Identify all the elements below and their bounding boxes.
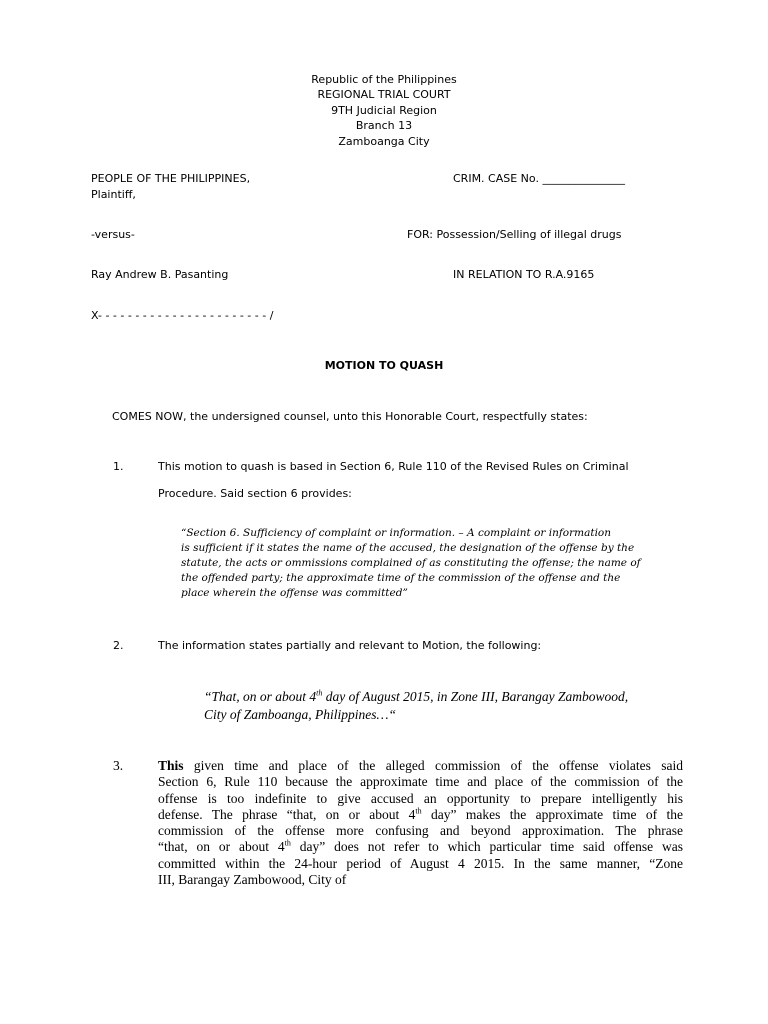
para3-line8: III, Barangay Zambowood, City of [158,872,347,888]
intro-paragraph: COMES NOW, the undersigned counsel, unto this Honorable Court, respectfully states: [112,410,588,423]
case-number-label: CRIM. CASE No. _______________ [453,172,625,185]
para3-line1-text: given time and place of the alleged commission of the offense violates said [183,758,683,773]
header-court: REGIONAL TRIAL COURT [317,88,451,102]
accused-name: Ray Andrew B. Pasanting [91,268,229,281]
para1-number: 1. [113,460,124,473]
relation-label: IN RELATION TO R.A.9165 [453,268,595,281]
para3-body [158,758,683,888]
para3-line4-sup: th [415,806,422,816]
plaintiff-role: Plaintiff, [91,188,136,201]
court-header [0,72,768,149]
plaintiff-name: PEOPLE OF THE PHILIPPINES, [91,172,251,185]
header-republic: Republic of the Philippines [311,73,457,86]
para3-line6 [158,839,683,855]
para1-line2: Procedure. Said section 6 provides: [158,487,352,500]
versus-label: -versus- [91,228,135,241]
quote-section6-line2: is sufficient if it states the name of the accused, the designation of the offense by the [181,542,635,554]
para3-line3: offense is too indefinite to give accused an opportunity to prepare intelligently his [158,790,683,806]
header-branch: Branch 13 [355,119,413,133]
para1-line1: This motion to quash is based in Section 6, Rule 110 of the Revised Rules on Criminal [158,460,629,473]
quote-info-sup: th [316,688,323,698]
quote-info-part-b: day of August 2015, in Zone III, Barangay Zambowood, [322,689,629,704]
para2-line1: The information states partially and relevant to Motion, the following: [158,639,542,652]
para3-line4-b: day” makes the approximate time of the [421,806,683,822]
header-region: 9TH Judicial Region [331,103,437,117]
quote-info-part-a: “That, on or about 4 [204,689,317,704]
para3-line6-a: “that, on or about 4 [158,839,285,855]
para3-line6-sup: th [284,838,291,848]
para3-line6-b: day” does not refer to which particular time said offense was [290,839,683,855]
quote-section6-line4: the offended party; the approximate time of the commission of the offense and the [181,572,621,584]
quote-information-line1 [204,688,628,706]
para3-line1 [158,758,683,774]
charge-label: FOR: Possession/Selling of illegal drugs [407,228,622,241]
quote-section6-line3: statute, the acts or ommissions complained of as constituting the offense; the name of [181,557,641,569]
para3-line5: commission of the offense more confusing and beyond approximation. The phrase [158,823,683,839]
quote-section6-line5: place wherein the offense was committed” [181,587,408,599]
document-title: MOTION TO QUASH [324,359,444,372]
quote-section6-line1: “Section 6. Sufficiency of complaint or information. – A complaint or information [181,527,612,539]
para3-line2: Section 6, Rule 110 because the approximate time and place of the commission of the [158,774,683,790]
para2-number: 2. [113,639,124,652]
caption-separator: X- - - - - - - - - - - - - - - - - - - - - - - / [91,309,274,322]
para3-number: 3. [113,758,124,773]
header-city: Zamboanga City [338,134,430,148]
para3-line7: committed within the 24-hour period of August 4 2015. In the same manner, “Zone [158,855,683,871]
para3-lead: This [158,758,184,773]
quote-information-line2: City of Zamboanga, Philippines…“ [204,707,397,722]
para3-line4-a: defense. The phrase “that, on or about 4 [158,806,416,822]
para3-line4 [158,807,683,823]
